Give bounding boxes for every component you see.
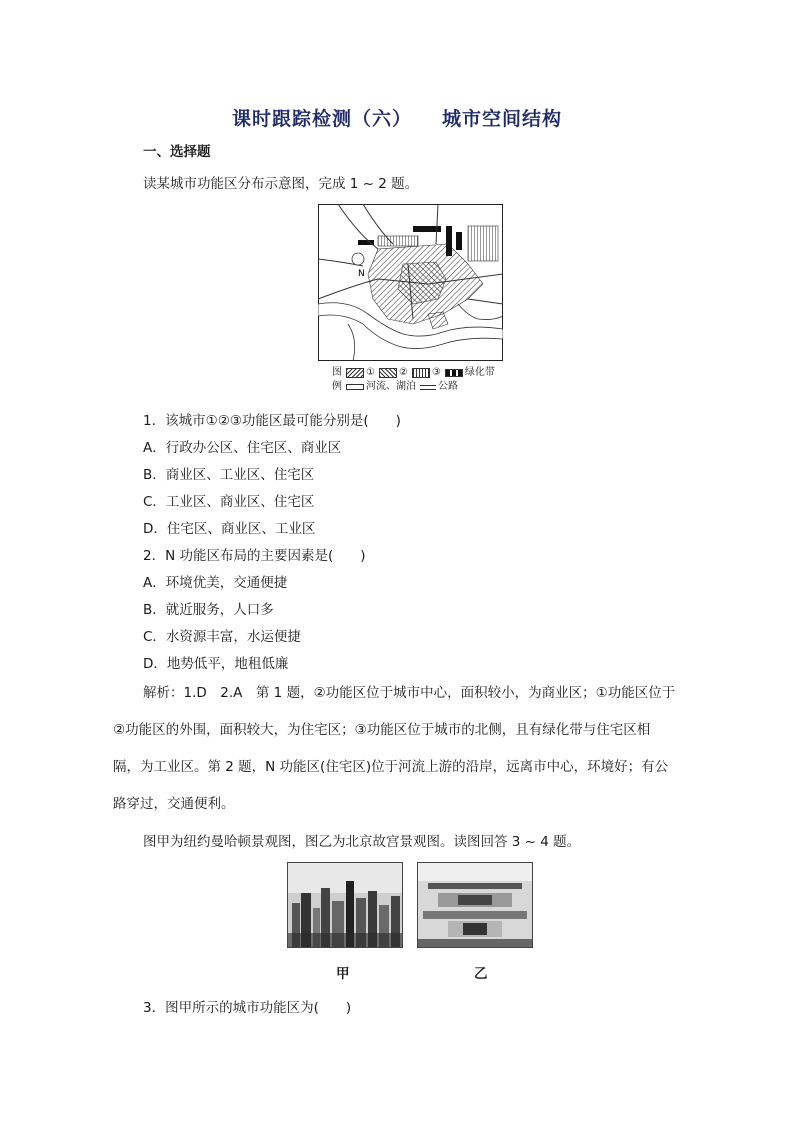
legend-item: ②: [398, 367, 408, 378]
analysis-line: 路穿过，交通便利。: [113, 796, 235, 812]
option-c: C．工业区、商业区、住宅区: [143, 494, 315, 510]
legend-label-a: 图: [332, 367, 342, 378]
legend-swatch-road: [420, 385, 436, 390]
title-main: 课时跟踪检测（六）: [231, 108, 412, 130]
option-b: B．商业区、工业区、住宅区: [143, 467, 315, 483]
photo-manhattan: [287, 862, 403, 948]
intro-text-1: 读某城市功能区分布示意图，完成 1 ~ 2 题。: [143, 176, 419, 192]
analysis-line: ②功能区的外围，面积较大，为住宅区；③功能区位于城市的北侧，且有绿化带与住宅区相: [113, 722, 651, 738]
question-stem: 2．N 功能区布局的主要因素是( ): [143, 548, 366, 564]
question-stem: 3．图甲所示的城市功能区为( ): [143, 1000, 352, 1016]
legend-swatch-river: [346, 384, 364, 390]
option-a: A．环境优美，交通便捷: [143, 575, 288, 591]
legend-swatch-zone1: [346, 368, 364, 378]
legend-item: ①: [366, 367, 375, 378]
caption-yi: 乙: [474, 966, 488, 982]
option-d: D．地势低平，地租低廉: [143, 656, 289, 672]
option-d: D．住宅区、商业区、工业区: [143, 521, 316, 537]
map-marker-n: N: [358, 269, 365, 279]
option-c: C．水资源丰富，水运便捷: [143, 629, 301, 645]
title-sub: 城市空间结构: [442, 108, 563, 130]
question-stem: 1．该城市①②③功能区最可能分别是( ): [143, 413, 401, 429]
analysis-line: 解析：1.D 2.A 第 1 题，②功能区位于城市中心，面积较小，为商业区；①功能区位于: [143, 685, 676, 701]
legend-swatch-greenbelt: [445, 369, 463, 377]
analysis-block: [113, 675, 683, 823]
legend-row-1: [332, 366, 495, 380]
legend-item: 河流、湖泊: [366, 381, 416, 392]
section-heading: 一、选择题: [143, 144, 211, 160]
city-zone-map: [318, 204, 503, 361]
legend-label-b: 例: [332, 381, 342, 392]
analysis-line: 隔，为工业区。第 2 题，N 功能区(住宅区)位于河流上游的沿岸，远离市中心，环境好；有公: [113, 759, 669, 775]
legend-swatch-zone2: [379, 368, 397, 378]
legend-row-2: [332, 380, 495, 394]
legend-item: ③: [431, 367, 441, 378]
caption-jia: 甲: [336, 966, 350, 982]
option-a: A．行政办公区、住宅区、商业区: [143, 440, 342, 456]
map-legend: [332, 366, 495, 394]
option-b: B．就近服务，人口多: [143, 602, 274, 618]
legend-item: 绿化带: [464, 367, 495, 378]
page-title: [0, 104, 794, 131]
legend-swatch-zone3: [412, 368, 430, 378]
photo-forbidden-city: [417, 862, 533, 948]
legend-item: 公路: [438, 381, 458, 392]
intro-text-2: 图甲为纽约曼哈顿景观图，图乙为北京故宫景观图。读图回答 3 ~ 4 题。: [143, 834, 581, 850]
